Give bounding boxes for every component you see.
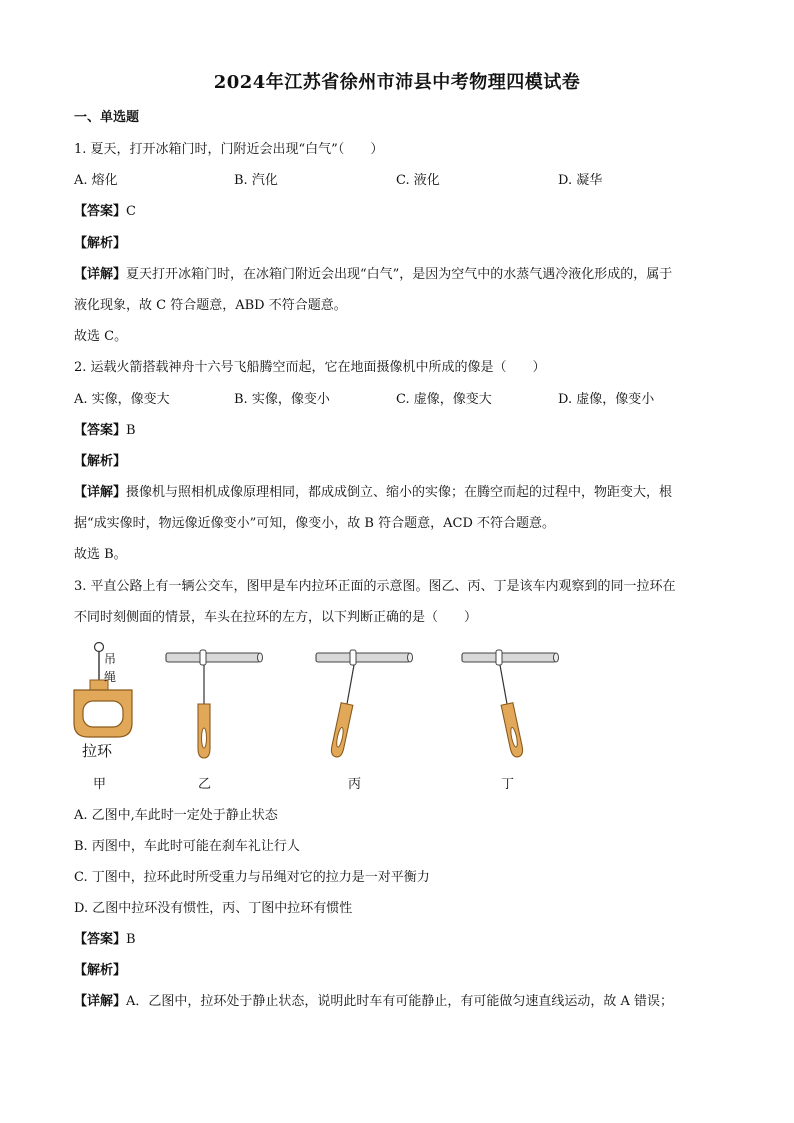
section-heading: 一、单选题 (74, 110, 140, 125)
q2-option-c: C. 虚像，像变大 (396, 392, 492, 407)
q3-option-d: D. 乙图中拉环没有惯性，丙、丁图中拉环有惯性 (74, 901, 353, 916)
q3-stem-line2: 不同时刻侧面的情景，车头在拉环的左方，以下判断正确的是（ ） (74, 610, 478, 625)
q3-detail (74, 993, 673, 1011)
detail-text: A．乙图中，拉环处于静止状态，说明此时车有可能静止，有可能做匀速直线运动，故 A 错误； (126, 994, 674, 1009)
figure-ring-front (60, 635, 140, 735)
figure-ring-side-yi (162, 646, 266, 761)
q2-option-d: D. 虚像，像变小 (558, 392, 655, 407)
caption-yi: 乙 (198, 777, 212, 792)
answer-tag: 【答案】 (74, 204, 127, 219)
figure-ring-side-bing (312, 646, 416, 761)
answer-value: C (126, 204, 136, 219)
q1-stem: 1. 夏天，打开冰箱门时，门附近会出现“白气”（ ） (74, 142, 384, 157)
q3-analysis-tag: 【解析】 (74, 963, 127, 978)
figure-ring-side-ding (458, 646, 562, 761)
caption-jia: 甲 (93, 777, 107, 792)
ring-label: 拉环 (82, 742, 113, 760)
answer-value: B (126, 423, 136, 438)
q2-answer (74, 422, 136, 440)
q2-option-a: A. 实像，像变大 (74, 392, 170, 407)
q3-option-b: B. 丙图中，车此时可能在刹车礼让行人 (74, 839, 300, 854)
page-title: 2024年江苏省徐州市沛县中考物理四模试卷 (213, 72, 581, 93)
q1-option-d: D. 凝华 (558, 173, 603, 188)
q1-detail-line2: 液化现象，故 C 符合题意，ABD 不符合题意。 (74, 298, 347, 313)
detail-tag: 【详解】 (74, 267, 127, 282)
q3-stem-line1: 3. 平直公路上有一辆公交车，图甲是车内拉环正面的示意图。图乙、丙、丁是该车内观察到的同一拉环在 (74, 579, 676, 594)
answer-tag: 【答案】 (74, 932, 127, 947)
detail-text: 摄像机与照相机成像原理相同，都成成倒立、缩小的实像；在腾空而起的过程中，物距变大，根 (126, 485, 673, 500)
q2-conclusion: 故选 B。 (74, 547, 127, 562)
q1-analysis-tag: 【解析】 (74, 236, 127, 251)
detail-tag: 【详解】 (74, 485, 127, 500)
q1-option-a: A. 熔化 (74, 173, 118, 188)
q3-answer (74, 931, 136, 949)
detail-tag: 【详解】 (74, 994, 127, 1009)
q1-detail (74, 266, 672, 284)
rope-label-1: 吊 (104, 652, 117, 666)
q2-stem: 2. 运载火箭搭载神舟十六号飞船腾空而起，它在地面摄像机中所成的像是（ ） (74, 360, 546, 375)
q1-conclusion: 故选 C。 (74, 329, 128, 344)
q2-option-b: B. 实像，像变小 (234, 392, 330, 407)
q2-analysis-tag: 【解析】 (74, 454, 127, 469)
q1-option-b: B. 汽化 (234, 173, 278, 188)
caption-ding: 丁 (501, 777, 515, 792)
rope-label-2: 绳 (104, 670, 117, 684)
detail-text: 夏天打开冰箱门时，在冰箱门附近会出现“白气”，是因为空气中的水蒸气遇冷液化形成的，属于 (126, 267, 673, 282)
q2-detail (74, 484, 672, 502)
caption-bing: 丙 (348, 777, 362, 792)
q3-option-a: A. 乙图中,车此时一定处于静止状态 (74, 808, 278, 823)
q3-option-c: C. 丁图中，拉环此时所受重力与吊绳对它的拉力是一对平衡力 (74, 870, 430, 885)
answer-tag: 【答案】 (74, 423, 127, 438)
q1-answer (74, 203, 136, 221)
q1-option-c: C. 液化 (396, 173, 440, 188)
q2-detail-line2: 据“成实像时，物远像近像变小”可知，像变小，故 B 符合题意，ACD 不符合题意。 (74, 516, 556, 531)
answer-value: B (126, 932, 136, 947)
